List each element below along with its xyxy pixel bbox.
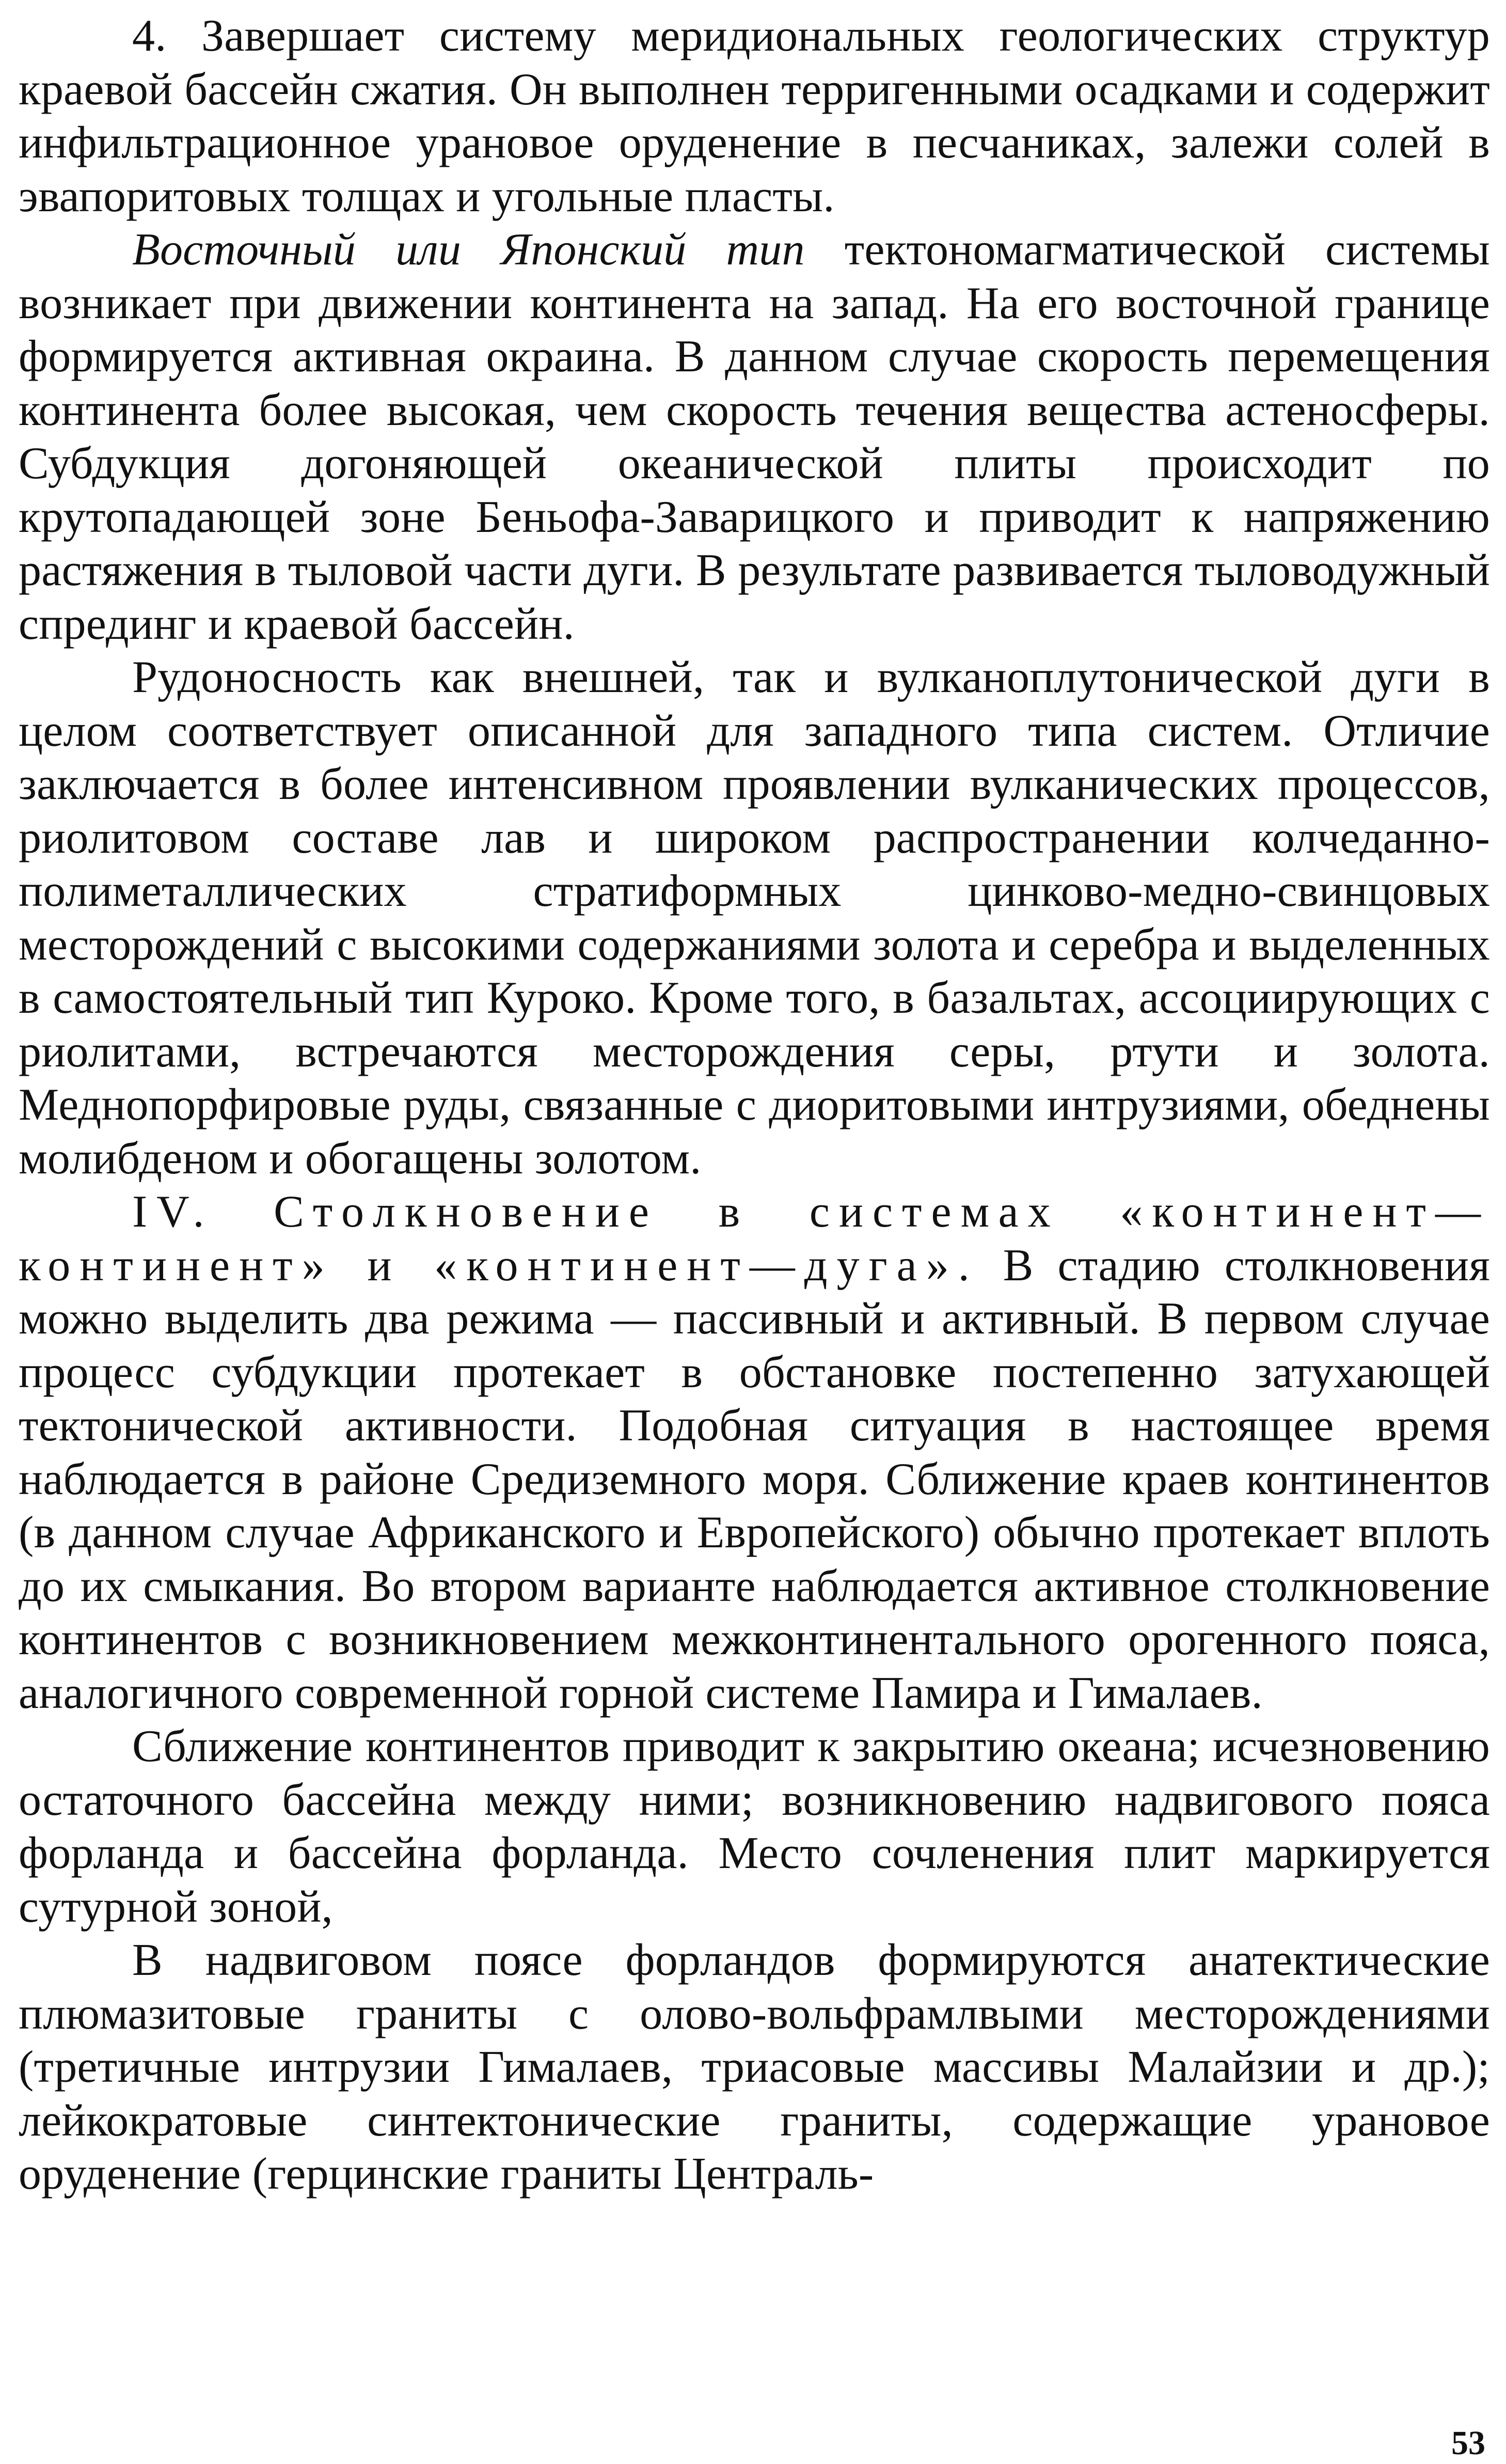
- paragraph-2: [19, 223, 1490, 651]
- paragraph-4-text: В стадию столкновения можно выделить два режима — пассивный и активный. В первом случае процесс субдукции протекает в обстановке постепенно затухающей тектонической активности. Подобная ситуация в настоящее время наблюдается в районе Средиземного моря. Сближение краев континентов (в данном случае Африканского и Европейского) обычно протекает вплоть до их смыкания. Во втором варианте наблюдается активное столкновение континентов с возникновением межконтинентального орогенного пояса, аналогичного современной горной системе Памира и Гималаев.: [19, 1240, 1490, 1718]
- paragraph-3: [19, 651, 1490, 1185]
- paragraph-5-text: Сближение континентов приводит к закрытию океана; исчезновению остаточного бассейна между ними; возникновению надвигового пояса форланда и бассейна форланда. Место сочленения плит маркируется сутурной зоной,: [19, 1721, 1490, 1932]
- paragraph-6-text: В надвиговом поясе форландов формируются анатектические плюмазитовые граниты с олово-вольфрамлвыми месторождениями (третичные интрузии Гималаев, триасовые массивы Малайзии и др.); лейкократовые синтектонические граниты, содержащие урановое оруденение (герцинские граниты Централь-: [19, 1935, 1490, 2199]
- page-number: 53: [1451, 2424, 1485, 2462]
- paragraph-6: [19, 1934, 1490, 2201]
- paragraph-4: [19, 1185, 1490, 1720]
- body-text: [19, 9, 1490, 2201]
- paragraph-5: [19, 1720, 1490, 1934]
- paragraph-1: [19, 9, 1490, 223]
- japanese-type-heading: Восточный или Японский тип: [132, 225, 805, 275]
- paragraph-2-text: тектономагматической системы возникает при движении континента на запад. На его восточной границе формируется активная окраина. В данном случае скорость перемещения континента более высокая, чем скорость течения вещества астеносферы. Субдукция догоняющей океанической плиты происходит по крутопадающей зоне Беньофа-Заварицкого и приводит к напряжению растяжения в тыловой части дуги. В результате развивается тыловодужный спрединг и краевой бассейн.: [19, 225, 1490, 649]
- paragraph-1-text: 4. Завершает систему меридиональных геологических структур краевой бассейн сжатия. Он выполнен терригенными осадками и содержит инфильтрационное урановое оруденение в песчаниках, залежи солей в эвапоритовых толщах и угольные пласты.: [19, 11, 1490, 222]
- collision-section-heading: IV. Столкновение в системах «континент—континент» и «континент—дуга».: [19, 1187, 1490, 1291]
- paragraph-3-text: Рудоносность как внешней, так и вулканоплутонической дуги в целом соответствует описанной для западного типа систем. Отличие заключается в более интенсивном проявлении вулканических процессов, риолитовом составе лав и широком распространении колчеданно-полиметаллических стратиформных цинково-медно-свинцовых месторождений с высокими содержаниями золота и серебра и выделенных в самостоятельный тип Куроко. Кроме того, в базальтах, ассоциирующих с риолитами, встречаются месторождения серы, ртути и золота. Меднопорфировые руды, связанные с диоритовыми интрузиями, обеднены молибденом и обогащены золотом.: [19, 652, 1490, 1184]
